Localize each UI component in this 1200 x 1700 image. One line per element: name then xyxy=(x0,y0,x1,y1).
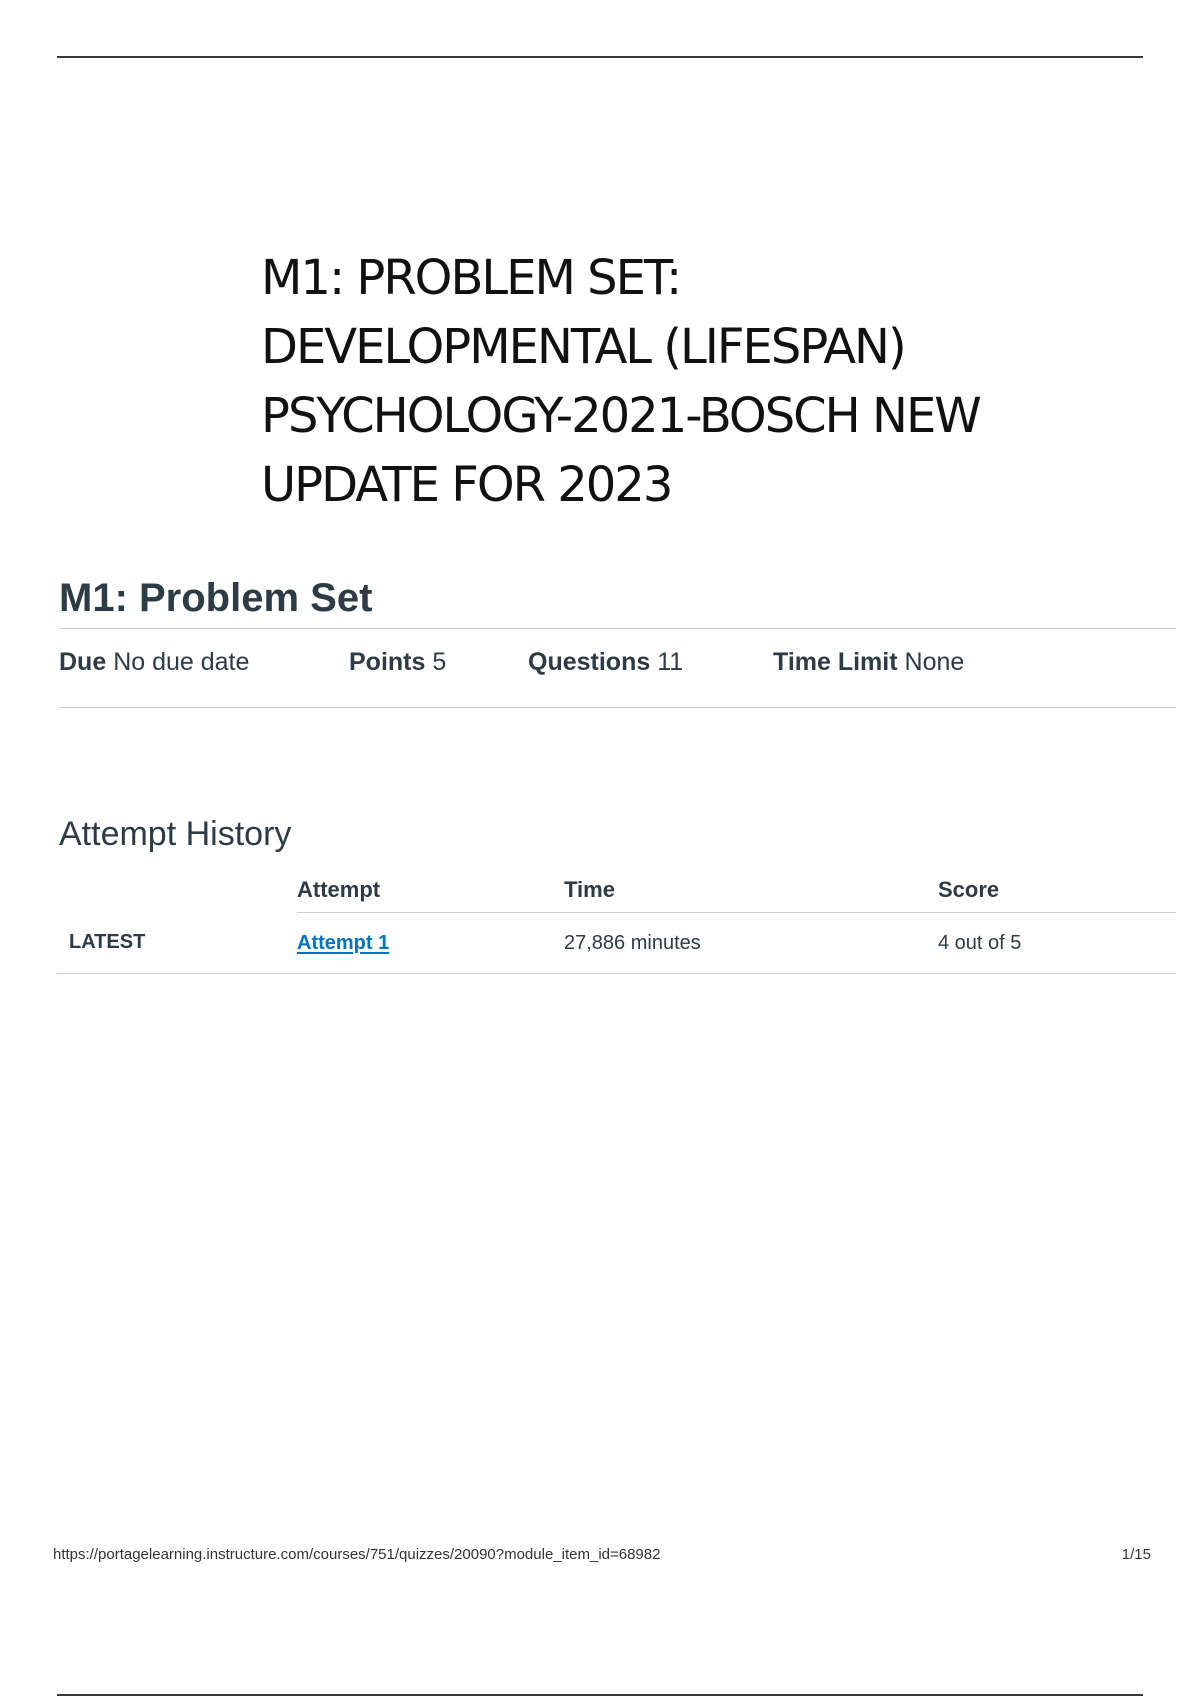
quiz-details xyxy=(59,645,1176,679)
due-label: Due xyxy=(59,648,107,676)
attempt-history-table xyxy=(57,868,1176,974)
questions-detail xyxy=(528,645,683,679)
points-label: Points xyxy=(349,648,426,676)
page-top-rule xyxy=(57,56,1143,58)
questions-label: Questions xyxy=(528,648,651,676)
document-title-line: UPDATE FOR 2023 xyxy=(261,457,672,513)
time-limit-label: Time Limit xyxy=(773,648,898,676)
time-limit-value: None xyxy=(904,648,965,676)
document-title-line: PSYCHOLOGY-2021-BOSCH NEW xyxy=(261,388,980,444)
score-column-header: Score xyxy=(938,868,1176,913)
attempt-1-link[interactable]: Attempt 1 xyxy=(297,931,390,954)
time-limit-detail xyxy=(773,645,964,679)
document-title-line: DEVELOPMENTAL (LIFESPAN) xyxy=(261,319,905,375)
points-value: 5 xyxy=(432,648,447,676)
questions-value: 11 xyxy=(657,648,684,676)
time-cell: 27,886 minutes xyxy=(564,913,938,974)
due-value: No due date xyxy=(113,648,250,676)
page-bottom-rule xyxy=(57,1694,1143,1696)
attempt-column-header: Attempt xyxy=(297,868,564,913)
flag-column-header xyxy=(57,868,297,913)
due-detail xyxy=(59,645,249,679)
table-header-row xyxy=(57,868,1176,913)
document-title-line: M1: PROBLEM SET: xyxy=(261,250,681,306)
time-column-header: Time xyxy=(564,868,938,913)
quiz-title: M1: Problem Set xyxy=(59,576,373,620)
attempt-cell xyxy=(297,913,564,974)
document-title xyxy=(261,244,1061,520)
points-detail xyxy=(349,645,446,679)
footer-url: https://portagelearning.instructure.com/courses/751/quizzes/20090?module_item_id=68982 xyxy=(53,1546,661,1563)
attempt-history-heading: Attempt History xyxy=(59,815,292,853)
table-row xyxy=(57,913,1176,974)
latest-flag: LATEST xyxy=(57,913,297,974)
quiz-title-divider xyxy=(59,628,1176,629)
quiz-details-divider xyxy=(59,707,1176,708)
score-cell: 4 out of 5 xyxy=(938,913,1176,974)
footer-page-number: 1/15 xyxy=(1121,1546,1151,1563)
